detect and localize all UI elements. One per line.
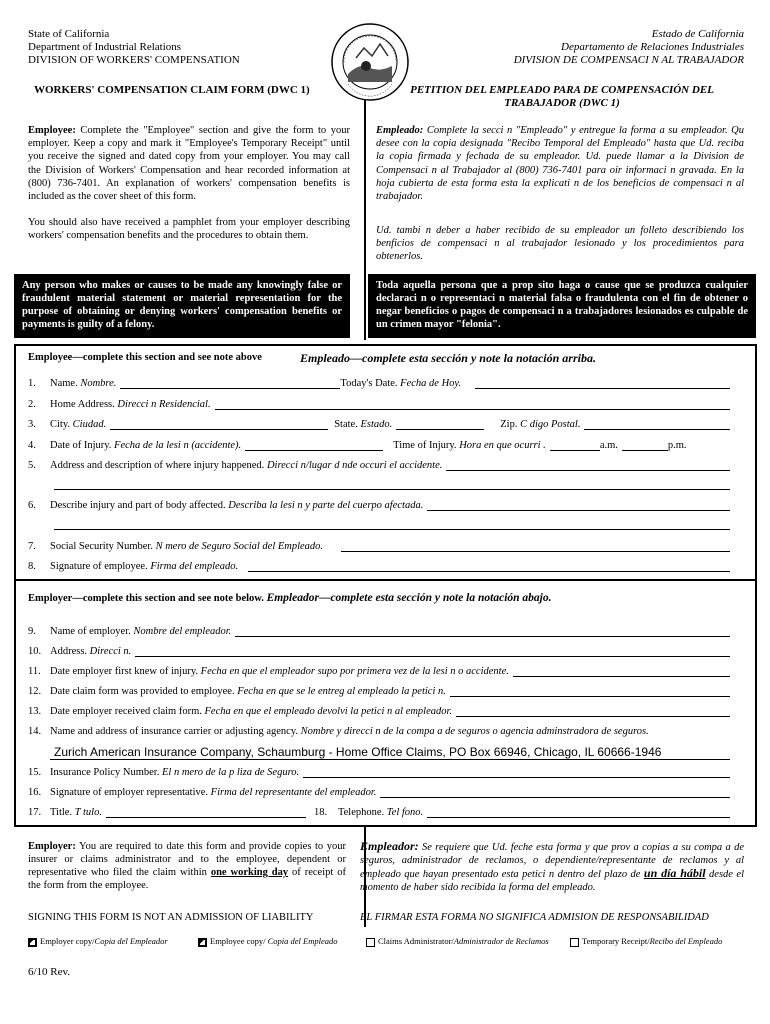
home-address-label-es: Direcci n Residencial.: [117, 399, 211, 410]
copy-temp-receipt-label-es: Recibo del Empleado: [649, 936, 723, 946]
header-right: [514, 28, 744, 67]
employer-address-field[interactable]: [135, 647, 730, 657]
employee-signature-field[interactable]: [248, 562, 730, 572]
policy-label: Insurance Policy Number.: [50, 767, 160, 778]
field-row-injury-date: [28, 440, 730, 451]
form-provided-label: Date claim form was provided to employee.: [50, 686, 235, 697]
injury-place-label-es: Direcci n/lugar d nde occuri el accidente.: [266, 460, 443, 471]
copy-claims-admin-label: Claims Administrator/: [378, 936, 454, 946]
intro-es: [376, 124, 744, 203]
field-row-policy: [28, 767, 730, 778]
copy-employee-label-es: Copia del Empleado: [267, 936, 338, 946]
field-row-employer-address: [28, 646, 730, 657]
field-row-city: [28, 419, 730, 430]
field-row-employee-signature: [28, 561, 730, 572]
injury-time-am-field[interactable]: [550, 441, 600, 451]
field-row-knew-injury: [28, 666, 730, 677]
city-field[interactable]: [110, 420, 328, 430]
header-department-es: Departamento de Relaciones Industriales: [561, 41, 744, 53]
form-title-es: PETITION DEL EMPLEADO PARA DE COMPENSACIÓN DEL TRABAJADOR (DWC 1): [410, 84, 714, 109]
injury-date-field[interactable]: [245, 441, 383, 451]
zip-label: Zip.: [500, 419, 518, 430]
field-number: 18.: [313, 807, 328, 818]
employee-section-heading-es: Empleado—complete esta sección y note la notación arriba.: [300, 351, 596, 365]
intro-es-text: Complete la secci n "Empleado" y entregue la forma a su empleador. Qu desee con la copia designada "Recibo Temporal del Empleado" hasta que Ud. reciba la copia firmada y fechada de su empleador. Ud. puede llamar a la Division de Compensaci n al Trabajador al (800) 736-7401 para oir informaci n gravada. En la hoja cubierta de esta forma esta la explicati n de los beneficios de compensaci n al trabajador.: [376, 125, 744, 203]
phone-field[interactable]: [427, 808, 730, 818]
warning-es: Toda aquella persona que a prop sito haga o cause que se produzca cualquier declaraci n o representaci n material falsa o fraudulenta con el fin de obtener o negar beneficios o pagos de compensaci n a trabajadores lesionados es culpable de un crimen mayor "felonia".: [368, 274, 756, 338]
ssn-label: Social Security Number.: [50, 541, 153, 552]
copy-employer-label-es: Copia del Empleador: [94, 936, 168, 946]
copy-employer: [28, 936, 168, 947]
zip-field[interactable]: [584, 420, 730, 430]
intro-en-2: You should also have received a pamphlet from your employer describing workers' compensation benefits and the procedures to obtain them.: [28, 217, 350, 242]
field-row-describe: [28, 500, 730, 511]
name-label: Name.: [50, 378, 78, 389]
describe-injury-label: Describe injury and part of body affected.: [50, 500, 226, 511]
employer-name-field[interactable]: [235, 627, 730, 637]
ssn-field[interactable]: [341, 542, 730, 552]
field-row-employer-name: [28, 626, 730, 637]
field-row-insurer: [28, 726, 730, 737]
rep-signature-field[interactable]: [380, 788, 730, 798]
checkbox-claims-admin[interactable]: [366, 938, 375, 947]
checkbox-temp-receipt[interactable]: [570, 938, 579, 947]
employer-name-label-es: Nombre del empleador.: [133, 626, 232, 637]
form-title-en: WORKERS' COMPENSATION CLAIM FORM (DWC 1): [34, 84, 310, 96]
employer-note-en-lead: Employer:: [28, 841, 76, 852]
state-field[interactable]: [396, 420, 484, 430]
field-row-place: [28, 460, 730, 471]
field-number: 16.: [28, 787, 42, 798]
field-number: 4.: [28, 440, 36, 451]
knew-injury-label-es: Fecha en que el empleador supo por primera vez de la lesi n o accidente.: [200, 666, 509, 677]
employer-section-heading: [28, 592, 551, 604]
employee-signature-label: Signature of employee.: [50, 561, 148, 572]
employer-note-es-b: desde el momento de haber sido recibida la forma del empleado.: [360, 869, 744, 893]
injury-place-field-line2[interactable]: [54, 480, 730, 490]
intro-es-lead: Empleado:: [376, 125, 424, 136]
field-number: 8.: [28, 561, 36, 572]
state-label: State.: [334, 419, 358, 430]
field-row-name: [28, 378, 730, 389]
header-division: DIVISION OF WORKERS' COMPENSATION: [28, 54, 240, 66]
field-number: 17.: [28, 807, 42, 818]
employer-note-en: [28, 840, 346, 892]
copy-temp-receipt-label: Temporary Receipt/: [582, 936, 650, 946]
field-row-place-cont: [50, 480, 730, 490]
describe-injury-field[interactable]: [427, 501, 730, 511]
intro-en-lead: Employee:: [28, 125, 76, 136]
insurer-label-es: Nombre y direcci n de la compa a de seguros o agencia adminstradora de seguros.: [300, 726, 649, 737]
employer-note-en-a: You are required to date this form and provide copies to your insurer or claims administrator and to the employee, dependent or representative who filed the claim within: [28, 841, 346, 878]
employer-note-en-b: of receipt of the form from the employee.: [28, 867, 346, 891]
liability-note-en: SIGNING THIS FORM IS NOT AN ADMISSION OF LIABILITY: [28, 912, 314, 923]
injury-date-label: Date of Injury.: [50, 440, 112, 451]
intro-es-2: Ud. tambi n deber a haber recibido de su empleador un folleto describiendo los benficios de compensaci n al trabajador lesionado y los procedimientos para obtenerlos.: [376, 225, 744, 263]
field-row-describe-cont: [50, 520, 730, 530]
revision-label: 6/10 Rev.: [28, 966, 71, 978]
employer-name-label: Name of employer.: [50, 626, 131, 637]
field-row-ssn: [28, 541, 730, 552]
field-number: 3.: [28, 419, 36, 430]
employer-address-label-es: Direcci n.: [89, 646, 132, 657]
header-left: [28, 28, 240, 67]
home-address-label: Home Address.: [50, 399, 115, 410]
checkbox-employer-copy[interactable]: [28, 938, 37, 947]
field-number: 7.: [28, 541, 36, 552]
header-state-es: Estado de California: [651, 28, 744, 40]
employer-note-es: [360, 840, 744, 894]
employer-note-es-a: Se requiere que Ud. feche esta forma y que prov a copias a su compa a de seguros, administrador de reclamos, o dependiente/representante de reclamos y al empleado que hayan presentado esta petici n dentro del plazo de: [360, 842, 744, 880]
todays-date-label: Today's Date.: [340, 378, 398, 389]
home-address-field[interactable]: [215, 400, 730, 410]
describe-injury-field-line2[interactable]: [54, 520, 730, 530]
injury-place-field[interactable]: [446, 461, 730, 471]
field-row-form-received: [28, 706, 730, 717]
checkbox-employee-copy[interactable]: [198, 938, 207, 947]
field-row-address: [28, 399, 730, 410]
form-received-field[interactable]: [456, 707, 730, 717]
describe-injury-label-es: Describa la lesi n y parte del cuerpo afectada.: [228, 500, 424, 511]
employee-section-heading: Employee—complete this section and see note above: [28, 352, 262, 363]
intro-en: [28, 124, 350, 203]
employer-note-es-lead: Empleador:: [360, 839, 419, 853]
copy-claims-admin: [366, 936, 549, 947]
copy-employee-label: Employee copy/: [210, 936, 268, 946]
copy-employer-label: Employer copy/: [40, 936, 95, 946]
insurer-value: Zurich American Insurance Company, Schaumburg - Home Office Claims, PO Box 66946, Chicago, IL 60666-1946: [54, 745, 662, 759]
form-received-label: Date employer received claim form.: [50, 706, 202, 717]
todays-date-label-es: Fecha de Hoy.: [400, 378, 462, 389]
employer-note-en-deadline: one working day: [210, 867, 289, 878]
insurer-label: Name and address of insurance carrier or adjusting agency.: [50, 726, 299, 737]
header-department: Department of Industrial Relations: [28, 41, 182, 53]
injury-time-label-es: Hora en que ocurri .: [459, 440, 546, 451]
center-divider: [364, 100, 366, 340]
employer-note-es-deadline: un día hábil: [643, 866, 706, 880]
knew-injury-label: Date employer first knew of injury.: [50, 666, 199, 677]
employer-section-heading-en: Employer—complete this section and see note below.: [28, 593, 264, 604]
form-provided-field[interactable]: [450, 687, 730, 697]
pm-label: p.m.: [667, 440, 687, 451]
form-provided-label-es: Fecha en que se le entreg al empleado la petici n.: [237, 686, 446, 697]
header-state: State of California: [28, 28, 110, 40]
phone-label-es: Tel fono.: [386, 807, 424, 818]
policy-label-es: El n mero de la p liza de Seguro.: [161, 767, 300, 778]
todays-date-field[interactable]: [475, 379, 730, 389]
field-number: 1.: [28, 378, 36, 389]
title-label: Title.: [50, 807, 73, 818]
city-label: City.: [50, 419, 71, 430]
field-number: 5.: [28, 460, 36, 471]
title-field[interactable]: [106, 808, 306, 818]
name-label-es: Nombre.: [80, 378, 117, 389]
injury-time-label: Time of Injury.: [393, 440, 457, 451]
field-number: 13.: [28, 706, 42, 717]
rep-signature-label-es: Firma del representante del empleador.: [210, 787, 377, 798]
employer-address-label: Address.: [50, 646, 88, 657]
city-label-es: Ciudad.: [72, 419, 107, 430]
copy-claims-admin-label-es: Administrador de Reclamos: [453, 936, 549, 946]
liability-note-es: EL FIRMAR ESTA FORMA NO SIGNIFICA ADMISION DE RESPONSABILIDAD: [360, 912, 709, 923]
injury-date-label-es: Fecha de la lesi n (accidente).: [114, 440, 242, 451]
field-number: 9.: [28, 626, 36, 637]
field-number: 6.: [28, 500, 36, 511]
copy-temp-receipt: [570, 936, 722, 947]
injury-place-label: Address and description of where injury happened.: [50, 460, 265, 471]
phone-label: Telephone.: [337, 807, 385, 818]
field-row-rep-signature: [28, 787, 730, 798]
am-label: a.m.: [599, 440, 618, 451]
knew-injury-field[interactable]: [513, 667, 730, 677]
employee-signature-label-es: Firma del empleado.: [150, 561, 239, 572]
warning-en: Any person who makes or causes to be made any knowingly false or fraudulent material statement or material representation for the purpose of obtaining or denying workers' compensation benefits or payments is guilty of a felony.: [14, 274, 350, 338]
ssn-label-es: N mero de Seguro Social del Empleado.: [155, 541, 324, 552]
copy-employee: [198, 936, 338, 947]
insurer-field[interactable]: [50, 746, 730, 760]
field-row-form-provided: [28, 686, 730, 697]
intro-en-text: Complete the "Employee" section and give the form to your employer. Keep a copy and mark it "Employee's Temporary Receipt" until you receive the signed and dated copy from your employer. You may call the Division of Workers' Compensation and hear recorded information at (800) 736-7401. An explanation of workers' compensation benefits is included as the cover sheet of this form.: [28, 125, 350, 203]
title-label-es: T tulo.: [74, 807, 102, 818]
form-received-label-es: Fecha en que el empleado devolvi la petici n al empleador.: [204, 706, 453, 717]
name-field[interactable]: [120, 379, 340, 389]
zip-label-es: C digo Postal.: [520, 419, 581, 430]
rep-signature-label: Signature of employer representative.: [50, 787, 209, 798]
field-number: 2.: [28, 399, 36, 410]
injury-time-pm-field[interactable]: [622, 441, 668, 451]
field-number: 14.: [28, 726, 42, 737]
employer-section-heading-es: Empleador—complete esta sección y note la notación abajo.: [266, 592, 552, 604]
field-number: 10.: [28, 646, 42, 657]
policy-field[interactable]: [303, 768, 730, 778]
field-number: 11.: [28, 666, 41, 677]
state-label-es: Estado.: [360, 419, 393, 430]
field-row-title-phone: [28, 807, 730, 818]
field-number: 15.: [28, 767, 42, 778]
header-division-es: DIVISION DE COMPENSACI N AL TRABAJADOR: [513, 54, 744, 66]
field-number: 12.: [28, 686, 42, 697]
